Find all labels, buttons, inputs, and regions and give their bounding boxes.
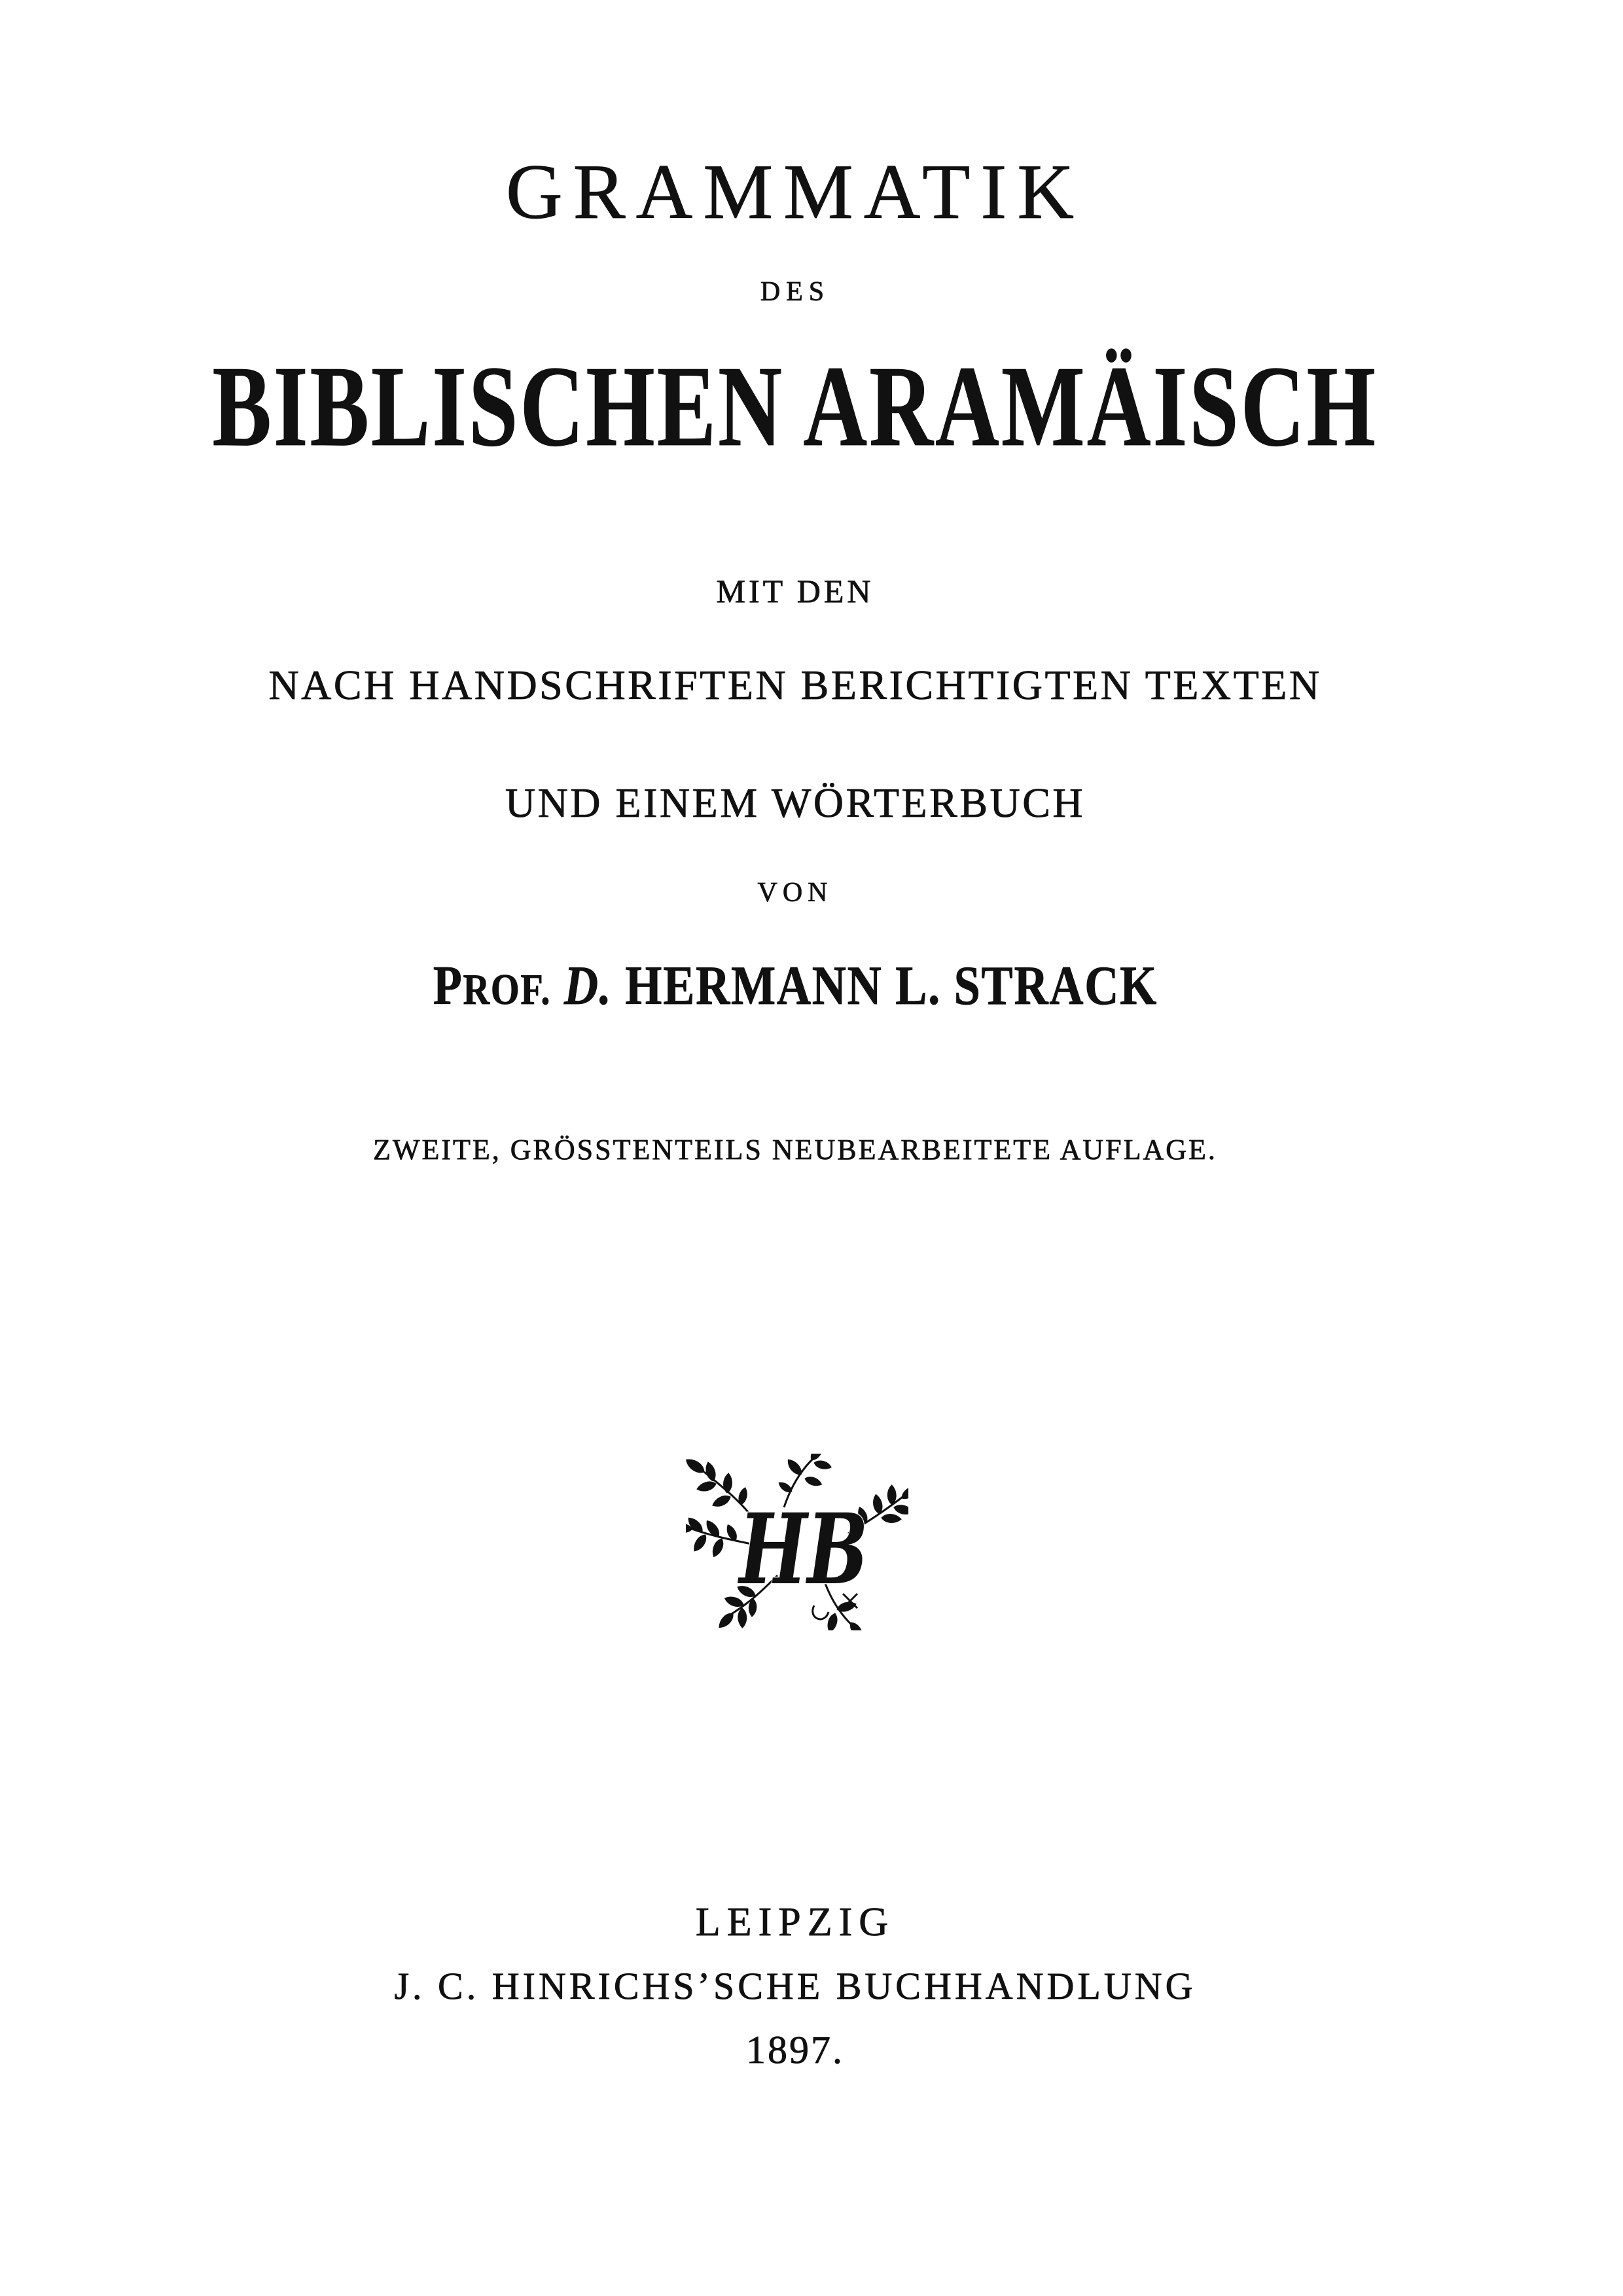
leaf bbox=[709, 1537, 726, 1558]
leaf bbox=[696, 1480, 717, 1492]
by-word: VON bbox=[757, 878, 833, 908]
leaf bbox=[722, 1473, 734, 1494]
title-connector: DES bbox=[760, 277, 830, 307]
edition-statement: ZWEITE, GRÖSSTENTEILS NEUBEARBEITETE AUFLAGE. bbox=[373, 1134, 1217, 1166]
subtitle-line-3: UND EINEM WÖRTERBUCH bbox=[505, 780, 1086, 826]
author-block bbox=[433, 955, 1158, 1016]
author-degree: D. bbox=[563, 955, 613, 1016]
imprint-year: 1897. bbox=[746, 2028, 844, 2072]
curl bbox=[813, 1605, 829, 1619]
leaf bbox=[848, 1620, 865, 1630]
monogram-letters bbox=[737, 1492, 868, 1606]
book-subject: BIBLISCHEN ARAMÄISCH bbox=[212, 342, 1378, 471]
author-title: PROF. bbox=[433, 955, 551, 1016]
leaf bbox=[804, 1474, 823, 1488]
leaf bbox=[737, 1608, 747, 1628]
imprint-publisher: J. C. HINRICHS’SCHE BUCHHANDLUNG bbox=[394, 1965, 1196, 2007]
leaf bbox=[690, 1533, 709, 1553]
subtitle-line-2: NACH HANDSCHRIFTEN BERICHTIGTEN TEXTEN bbox=[268, 662, 1322, 708]
leaf bbox=[785, 1457, 804, 1478]
book-title: GRAMMATIK bbox=[505, 148, 1085, 235]
subtitle-line-1: MIT DEN bbox=[716, 573, 874, 609]
leaf bbox=[881, 1513, 902, 1524]
leaf bbox=[711, 1494, 732, 1508]
author-line bbox=[0, 955, 1590, 1016]
leaf bbox=[813, 1458, 832, 1471]
leaf bbox=[705, 1462, 717, 1482]
leaf bbox=[686, 1456, 707, 1477]
author-name: HERMANN L. STRACK bbox=[624, 955, 1158, 1016]
leaf bbox=[704, 1518, 721, 1539]
publisher-monogram-logo bbox=[686, 1454, 908, 1630]
imprint-city: LEIPZIG bbox=[695, 1900, 895, 1945]
leaf bbox=[872, 1494, 883, 1515]
book-subject-line bbox=[0, 342, 1590, 471]
monogram-text: HB bbox=[739, 1492, 868, 1607]
leaf bbox=[686, 1515, 705, 1535]
leaf bbox=[716, 1611, 736, 1630]
